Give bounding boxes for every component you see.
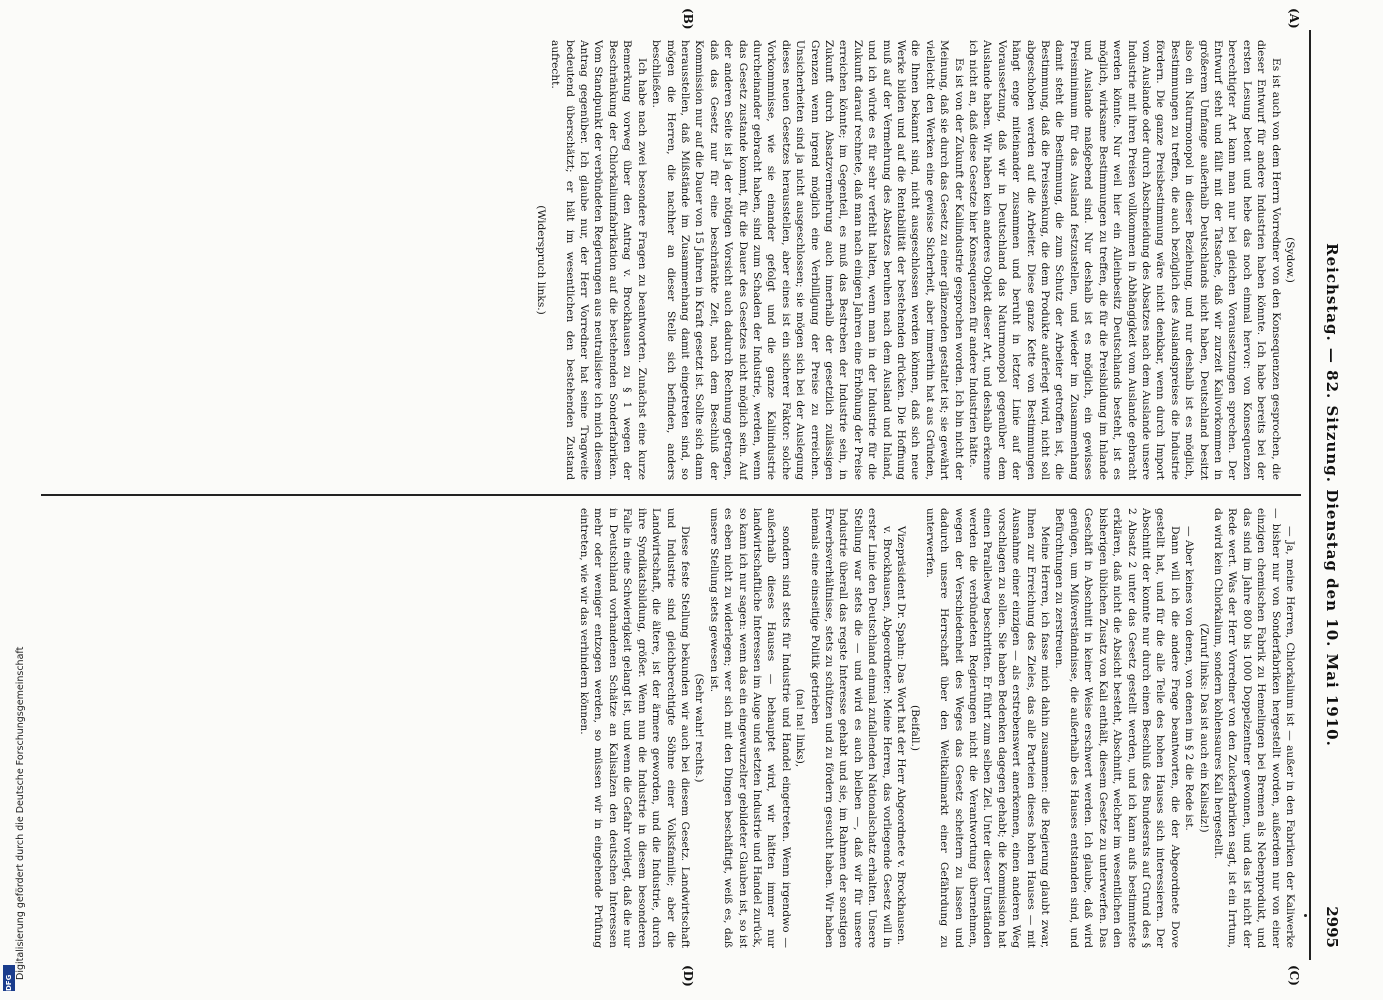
column-rule bbox=[41, 494, 1301, 496]
paragraph: Diese feste Stellung bekunden wir auch bei diesem Gesetz. Landwirtschaft und Industrie sind gleichberechtigte Söhne einer Volksfamilie; aber die Landwirtschaft, die ältere, ist der ärmere geworden, und die Industrie, durch ihre Syndikatsbildung, größer. Wenn nun die Industrie in diesem besonderen Falle in eine Schwierigkeit gelangt ist, und wenn die Gefahr vorliegt, daß die nur in Deutschland vorhandenen Schätze an Kalisalzen den deutschen Interessen mehr oder weniger entzogen werden, so müssen wir in eingehende Prüfung eintreten, wie wir das verhindern können. bbox=[578, 508, 691, 948]
paragraph: — Aber keines von denen, von denen im § 2 die Rede ist. bbox=[1183, 526, 1196, 831]
paragraph: Ich habe nach zwei besondere Fragen zu beantworten. Zunächst eine kurze Bemerkung vorweg über den Antrag v. Brockhausen zu § 1 wegen der Beschränkung der Chlorkaliumfabrikation auf die bestehenden Sonderfabriken. Vom Standpunkt der verbündeten Regierungen aus neutralisiere ich mich diesem Antrag gegenüber. Ich glaube nur, der Herr Vorredner hat seine Tragweite bedeutend überschätzt; er hält im wesentlichen den bestehenden Zustand aufrecht. bbox=[549, 40, 648, 480]
paragraph: Es ist von der Zukunft der Kaliindustrie gesprochen worden. Ich bin nicht der Meinung, daß sie durch das Gesetz zu einer glänzenden gestaltet ist; sie gewährt vielleicht den Werken eine gewisse Sicherheit, aber immerhin hat aus Gründen, die Ihnen bekannt sind, nicht ausgeschlossen werden können, daß sich neue Werke bilden und auf die Rentabilität der bestehenden drücken. Die Hoffnung muß auf der Vermehrung des Absatzes beruhen nach dem Ausland und Inland, und ich würde es für sehr verfehlt halten, wenn man in der Industrie für die Zukunft darauf rechnete, daß man nach einigen Jahren eine Erhöhung der Preise erreichen könnte; im Gegenteil, es muß das Bestreben der Industrie sein, in Zukunft durch Absatzvermehrung auch innerhalb der gesetzlich zulässigen Grenzen wenn irgend möglich eine Verbilligung der Preise zu erreichen. Unsicherheiten sind ja nicht ausgeschlossen; sie mögen sich bei der Auslegung dieses neuen Gesetzes herausstellen, aber eines ist ein sicherer Faktor: solche Vorkommnisse, wie sie einander gefolgt und die ganze Kaliindustrie durcheinander gebracht haben, sind zum Schaden der Industrie, werden, wenn das Gesetz zustande kommt, für die Dauer des Gesetzes nicht möglich sein. Auf der anderen Seite ist ja der nötigen Vorsicht auch dadurch Rechnung getragen, daß das Gesetz nur für eine beschränkte Zeit, nach dem Beschluß der Kommission nur auf die Dauer von 15 Jahren in Kraft gesetzt ist. Sollte sich dann herausstellen, daß Mißstände im Zusammenhang damit eingetreten sind, so mögen die Herren, die nachher an dieser Stelle sich befinden, anders beschließen. bbox=[650, 40, 965, 480]
margin-marker-a: (A) bbox=[1287, 8, 1301, 29]
margin-marker-c: (C) bbox=[1287, 965, 1301, 986]
print-speck bbox=[1304, 914, 1307, 917]
paragraph: Es ist auch von dem Herrn Vorredner von den Konsequenzen gesprochen, die dieser Entwurf für andere Industrien haben könnte. Ich habe bereits bei der ersten Lesung betont und hebe das noch einmal hervor: von Konsequenzen berechtigter Art kann man nur bei gleichen Voraussetzungen sprechen. Der Entwurf steht und fällt mit der Tatsache, daß wir zurzeit Kalivorkommen in größerem Umfange außerhalb Deutschlands nicht haben, Deutschland besitzt also ein Naturmonopol in dieser Beziehung, und nur deshalb ist es möglich, Bestimmungen zu treffen, die auch bezüglich des Auslandspreises die Industrie fördern. Die ganze Preisbestimmung wäre nicht denkbar, wenn durch Import vom Auslande oder durch Abschneidung des Absatzes nach dem Auslande unsere Industrie mit ihren Preisen vollkommen in Abhängigkeit vom Auslande gebracht werden könnte. Nur weil hier ein Alleinbesitz Deutschlands besteht, ist es möglich, wirksame Bestimmungen zu treffen, die für die Preisbildung im Inlande und Auslande maßgebend sind. Nur deshalb ist es möglich, ein gewisses Preisminimum für das Ausland festzustellen, und wieder im Zusammenhang damit steht die Bestimmung, die zum Schutz der Arbeiter getroffen ist, die Bestimmung, daß die Preissenkung, die dem Produkte auferlegt wird, nicht soll abgeschoben werden auf die Arbeiter. Diese ganze Kette von Bestimmungen hängt enge miteinander zusammen und beruht in letzter Linie auf der Voraussetzung, daß wir in Deutschland das Naturmonopol gegenüber dem Auslande haben. Wir haben kein anderes Objekt dieser Art, und deshalb erkenne ich nicht an, daß diese Gesetze hier Konsequenzen für andere Industrien hätte. bbox=[967, 40, 1282, 480]
paragraph: — Ja, meine Herren, Chlorkalium ist — außer in den Fabriken der Kaliwerke — bisher nur von Sonderfabriken hergestellt worden, außerdem nur von einer einzigen chemischen Fabrik zu Hemelingen bei Bremen als Nebenprodukt, und das sind im Jahre 800 bis 1000 Doppelzentner gewonnen, und das ist nicht der Rede wert. Was der Herr Vorredner von den Zuckerfabriken sagt, ist ein Irrtum, da wird kein Chlorkalium, sondern kohlensaures Kali hergestellt. bbox=[1211, 508, 1296, 948]
interjection: (Zuruf links: Das ist auch ein Kalisalz!) bbox=[1197, 623, 1210, 833]
interjection: (Widerspruch links.) bbox=[534, 205, 547, 315]
paragraph: sondern sind stets für Industrie und Handel eingetreten. Wenn irgendwo — außerhalb dieses Hauses — behauptet wird, wir hätten immer nur landwirtschaftliche Interessen im Auge und setzten Industrie und Handel zurück, so kann ich nur sagen: wenn das ein eingewurzelter gebildeter Glauben ist, so ist es eben nicht zu widerlegen; wer sich mit den Dingen beschäftigt, weiß es, daß unsere Stellung stets gewesen ist. bbox=[707, 508, 792, 948]
page-number: 2995 bbox=[1323, 906, 1341, 948]
paragraph: Vizepräsident Dr. Spahn: Das Wort hat der Herr Abgeordnete v. Brockhausen. bbox=[895, 526, 908, 945]
speaker-tag: (Sydow.) bbox=[1284, 237, 1296, 283]
header-rule bbox=[1309, 30, 1311, 960]
left-column bbox=[47, 40, 1297, 480]
page-header bbox=[1311, 30, 1345, 960]
interjection: (na! na! links), bbox=[794, 688, 807, 768]
paragraph: v. Brockhausen, Abgeordneter: Meine Herren, das vorliegende Gesetz will in erster Linie den Deutschland einmal zufallenden Nationalschatz erhalten. Unsere Stellung war stets die — und wird es auch bleiben —, daß wir für unsere Industrie überall das regste Interesse gehabt und sie, im Rahmen der sonstigen Erwerbsverhältnisse, stets zu schützen und zu fördern gesucht haben. Wir haben niemals eine einseitige Politik getrieben bbox=[808, 508, 893, 948]
credit-text: Digitalisierung gefördert durch die Deutsche Forschungsgemeinschaft bbox=[15, 646, 26, 980]
page-content bbox=[25, 8, 1345, 987]
paragraph: Meine Herren, ich fasse mich dahin zusammen: die Regierung glaubt zwar, Ihnen zur Erreichung des Zieles, das alle Parteien dieses hohen Hauses — mit Ausnahme einer einzigen — als erstrebenswert anerkennen, einen anderen Weg vorschlagen zu sollen. Sie haben Bedenken dagegen gehabt; die Kommission hat einen Parallelweg beschritten. Er führt zum selben Ziel. Unter dieser Umständen werden die verbündeten Regierungen nicht die Verantwortung übernehmen, wegen der Verschiedenheit des Weges das Gesetz scheitern zu lassen und dadurch unsere Herrschaft über den Weltkalimarkt einer Gefährdung zu unterwerfen. bbox=[923, 508, 1052, 948]
interjection: (Beifall.) bbox=[909, 704, 922, 752]
margin-marker-d: (D) bbox=[681, 965, 695, 987]
page-title: Reichstag. — 82. Sitzung. Dienstag den 10. Mai 1910. bbox=[1323, 243, 1341, 747]
digitization-credit bbox=[4, 360, 26, 980]
interjection: (Sehr wahr! rechts.) bbox=[693, 673, 706, 783]
right-column bbox=[47, 508, 1297, 948]
dfg-logo: DFG bbox=[3, 965, 15, 991]
margin-marker-b: (B) bbox=[681, 8, 695, 30]
paragraph: Dann will ich die andere Frage beantworten, die der Abgeordnete Dove gestellt hat, und für die alle Teile des hohen Hauses sich interessieren. Der Abschnitt der konnte nur durch einen Beschluß des Bundesrats auf Grund des § 2 Absatz 2 unter das Gesetz gestellt werden, und ich kann aufs bestimmteste erklären, daß nicht die Absicht besteht, Abschnitt, welcher im wesentlichen den bisherigen üblichen Zusatz von Kali enthält, diesem Gesetze zu unterwerfen. Das Geschäft in Abschnitt in keiner Weise erschwert werden. Ich glaube, daß wird genügen, um Mißverständnisse, die außerhalb des Hauses entstanden sind, und Befürchtungen zu zerstreuen. bbox=[1053, 508, 1181, 948]
